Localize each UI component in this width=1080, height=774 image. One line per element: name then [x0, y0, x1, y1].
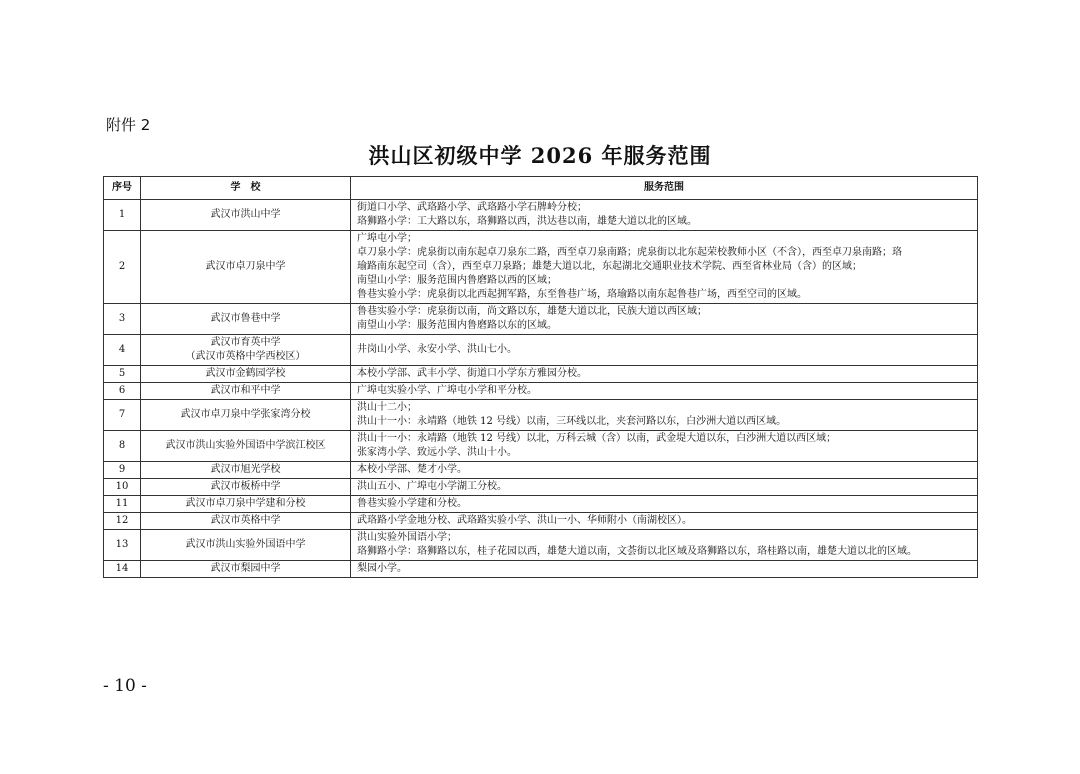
row-service-range [351, 496, 978, 513]
row-service-range [351, 200, 978, 231]
service-range-line: 卓刀泉小学：虎泉街以南东起卓刀泉东二路，西至卓刀泉南路；虎泉街以北东起荣校教师小区（不含），西至卓刀泉南路；珞 [357, 247, 902, 258]
row-serial-number: 1 [104, 200, 141, 231]
table-row [104, 530, 978, 561]
row-school-name [141, 530, 351, 561]
school-name-line: 武汉市卓刀泉中学建和分校 [185, 498, 306, 509]
row-serial-number: 9 [104, 462, 141, 479]
row-school-name [141, 479, 351, 496]
row-service-range [351, 561, 978, 578]
row-serial-number: 7 [104, 400, 141, 431]
school-name-line: 武汉市洪山实验外国语中学滨江校区 [165, 440, 326, 451]
row-serial-number: 2 [104, 231, 141, 304]
table-row [104, 561, 978, 578]
row-service-range [351, 304, 978, 335]
service-range-line: 鲁巷实验小学：虎泉街以北西起拥军路，东至鲁巷广场，珞瑜路以南东起鲁巷广场，西至空司的区域。 [357, 289, 807, 300]
table-row [104, 304, 978, 335]
page-number: - 10 - [103, 676, 147, 696]
row-serial-number: 13 [104, 530, 141, 561]
row-service-range [351, 462, 978, 479]
row-serial-number: 14 [104, 561, 141, 578]
school-name-line: 武汉市梨园中学 [210, 563, 281, 574]
service-range-line: 本校小学部、楚才小学。 [357, 464, 467, 475]
school-name-line: 武汉市和平中学 [210, 385, 281, 396]
service-range-line: 洪山十二小； [357, 402, 417, 413]
row-school-name [141, 561, 351, 578]
attachment-label: 附件 2 [106, 116, 151, 134]
school-name-line: 武汉市卓刀泉中学张家湾分校 [180, 409, 311, 420]
row-serial-number: 3 [104, 304, 141, 335]
school-name-line: 武汉市卓刀泉中学 [205, 261, 286, 272]
table-header-row [104, 177, 978, 200]
row-serial-number: 5 [104, 366, 141, 383]
row-school-name [141, 496, 351, 513]
school-name-line: 武汉市旭光学校 [210, 464, 281, 475]
service-range-line: 瑜路南东起空司（含），西至卓刀泉路；雄楚大道以北，东起湖北交通职业技术学院、西至省林业局（含）的区域； [357, 261, 862, 272]
row-service-range [351, 231, 978, 304]
row-school-name [141, 513, 351, 530]
row-school-name [141, 335, 351, 366]
row-serial-number: 11 [104, 496, 141, 513]
service-range-line: 本校小学部、武丰小学、街道口小学东方雅园分校。 [357, 368, 587, 379]
row-service-range [351, 383, 978, 400]
service-range-line: 珞狮路小学：工大路以东，珞狮路以西，洪达巷以南，雄楚大道以北的区域。 [357, 216, 697, 227]
school-name-line: 武汉市英格中学 [210, 515, 281, 526]
row-serial-number: 10 [104, 479, 141, 496]
row-serial-number: 12 [104, 513, 141, 530]
table-row [104, 200, 978, 231]
header-service-range: 服务范围 [351, 177, 978, 200]
row-school-name [141, 383, 351, 400]
row-service-range [351, 530, 978, 561]
row-service-range [351, 366, 978, 383]
table-row [104, 400, 978, 431]
header-serial-number: 序号 [104, 177, 141, 200]
school-name-line: 武汉市金鹤园学校 [205, 368, 286, 379]
header-school: 学 校 [141, 177, 351, 200]
table-row [104, 479, 978, 496]
table-row [104, 431, 978, 462]
service-range-line: 洪山十一小：永靖路（地铁 12 号线）以南，三环线以北，夹套河路以东，白沙洲大道以西区域。 [357, 416, 787, 427]
page-title: 洪山区初级中学 2026 年服务范围 [368, 143, 712, 168]
row-service-range [351, 335, 978, 366]
row-service-range [351, 431, 978, 462]
table-row [104, 496, 978, 513]
school-name-line: 武汉市洪山中学 [210, 209, 281, 220]
school-name-line: 武汉市育英中学 [210, 337, 281, 348]
row-service-range [351, 479, 978, 496]
service-range-line: 洪山实验外国语小学； [357, 532, 457, 543]
service-range-table [103, 176, 978, 578]
row-service-range [351, 513, 978, 530]
row-school-name [141, 400, 351, 431]
service-range-line: 南望山小学：服务范围内鲁磨路以东的区域。 [357, 320, 557, 331]
row-school-name [141, 431, 351, 462]
service-range-line: 鲁巷实验小学建和分校。 [357, 498, 467, 509]
table-row [104, 462, 978, 479]
service-range-line: 洪山五小、广埠屯小学湖工分校。 [357, 481, 507, 492]
school-name-line: 武汉市洪山实验外国语中学 [185, 539, 306, 550]
table-row [104, 513, 978, 530]
service-range-line: 洪山十一小：永靖路（地铁 12 号线）以北，万科云城（含）以南，武金堤大道以东，白沙洲大道以西区域； [357, 433, 837, 444]
service-range-line: 广埠屯小学； [357, 233, 417, 244]
row-school-name [141, 304, 351, 335]
service-range-line: 井岗山小学、永安小学、洪山七小。 [357, 344, 517, 355]
row-service-range [351, 400, 978, 431]
school-name-line: 武汉市板桥中学 [210, 481, 281, 492]
table-body [104, 200, 978, 578]
service-range-line: 张家湾小学、致远小学、洪山十小。 [357, 447, 517, 458]
row-school-name [141, 462, 351, 479]
table-row [104, 335, 978, 366]
service-range-line: 鲁巷实验小学：虎泉街以南，尚文路以东，雄楚大道以北，民族大道以西区域； [357, 306, 707, 317]
row-serial-number: 6 [104, 383, 141, 400]
service-range-line: 广埠屯实验小学、广埠屯小学和平分校。 [357, 385, 537, 396]
service-range-line: 珞狮路小学：珞狮路以东，桂子花园以西，雄楚大道以南，文荟街以北区域及珞狮路以东，珞桂路以南，雄楚大道以北的区域。 [357, 546, 917, 557]
table-row [104, 366, 978, 383]
school-name-line: 武汉市鲁巷中学 [210, 313, 281, 324]
service-range-line: 武珞路小学金地分校、武珞路实验小学、洪山一小、华师附小（南湖校区）。 [357, 515, 692, 526]
row-school-name [141, 200, 351, 231]
service-range-line: 南望山小学：服务范围内鲁磨路以西的区域； [357, 275, 557, 286]
service-range-line: 梨园小学。 [357, 563, 407, 574]
school-name-line: （武汉市英格中学西校区） [185, 351, 306, 362]
row-serial-number: 8 [104, 431, 141, 462]
row-serial-number: 4 [104, 335, 141, 366]
row-school-name [141, 366, 351, 383]
service-range-line: 街道口小学、武珞路小学、武珞路小学石牌岭分校； [357, 202, 587, 213]
row-school-name [141, 231, 351, 304]
table-row [104, 383, 978, 400]
table-row [104, 231, 978, 304]
